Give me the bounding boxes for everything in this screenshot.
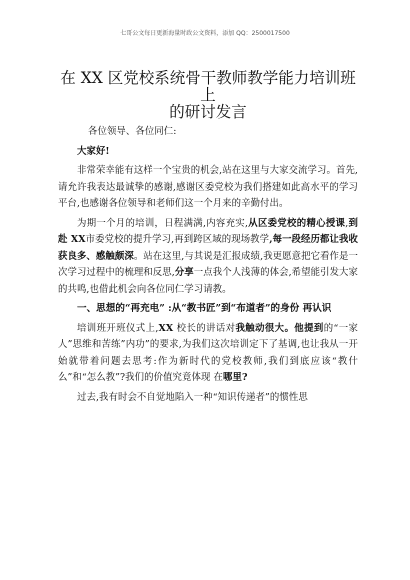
p3-seg-e: 的“一家人”思维和苦练”内功”的要求,为我们这次培训定下了基调,也让我从一开始就带着问题去思考:作为新时代的党校教师,我们到底应该“教什么”和“怎么教”?我们的价值究竟体现 在 [58, 322, 358, 383]
p2-seg-a: 为期一个月的培训，日程满满,内容充实, [77, 217, 249, 229]
title-line-1: 在 XX 区党校系统骨干教师教学能力培训班上 [60, 69, 356, 104]
paragraph-1: 非常荣幸能有这样一个宝贵的机会,站在这里与大家交流学习。首先,请允许我表达最诚挚的感谢,感谢区委党校为我们搭建如此高水平的学习平台,也感谢各位领导和老师们这一个月来的辛勤付出。 [58, 165, 358, 209]
paragraph-3 [58, 321, 358, 387]
title-line-2: 的研讨发言 [169, 103, 247, 121]
p2-seg-j: 一点我个人浅薄的体会,希望能引发大家的共鸣,也借此机会向各位同仁学习请教。 [58, 267, 359, 295]
salutation: 各位领导、各位同仁: [88, 126, 177, 137]
p2-seg-i: 分享 [174, 267, 194, 278]
p3-seg-a: 培训班开班仪式上, [77, 322, 159, 334]
p3-seg-b: XX [158, 322, 174, 334]
p2-seg-b: 从区委党校的精心授课 [248, 217, 346, 229]
p3-seg-f: 哪里? [223, 372, 248, 383]
p2-seg-g: ,每一段经历都让我收获良多、感触颇深 [58, 234, 359, 262]
header-note: 七哥公文每日更新海量时政公文资料，添加 QQ：2500017500 [120, 30, 290, 37]
p2-seg-e: 市委党校的提升学习 [85, 234, 172, 245]
page-title [58, 70, 358, 121]
p2-seg-f: ,再到跨区域的现场教学 [171, 234, 270, 245]
p2-seg-d: 到赴 XX [58, 217, 358, 245]
p2-seg-h: 。站在这里,与其说是汇报成绩,我更愿意把它看作是一次学习过程中的梳理和反思, [58, 250, 358, 278]
p3-seg-d: 我触动很大。他提到 [235, 322, 324, 334]
paragraph-2 [58, 216, 358, 299]
section-heading-1: 一、思想的“再充电” :从“教书匠”到“布道者”的身份 再认识 [77, 303, 332, 314]
p3-seg-c: 校长的讲话对 [173, 322, 236, 334]
greeting: 大家好! [77, 145, 110, 157]
paragraph-4: 过去,我有时会不自觉地陷入一种“知识传递者”的惯性思 [77, 391, 308, 403]
p2-seg-c: , [345, 217, 349, 229]
document-page [58, 70, 358, 406]
